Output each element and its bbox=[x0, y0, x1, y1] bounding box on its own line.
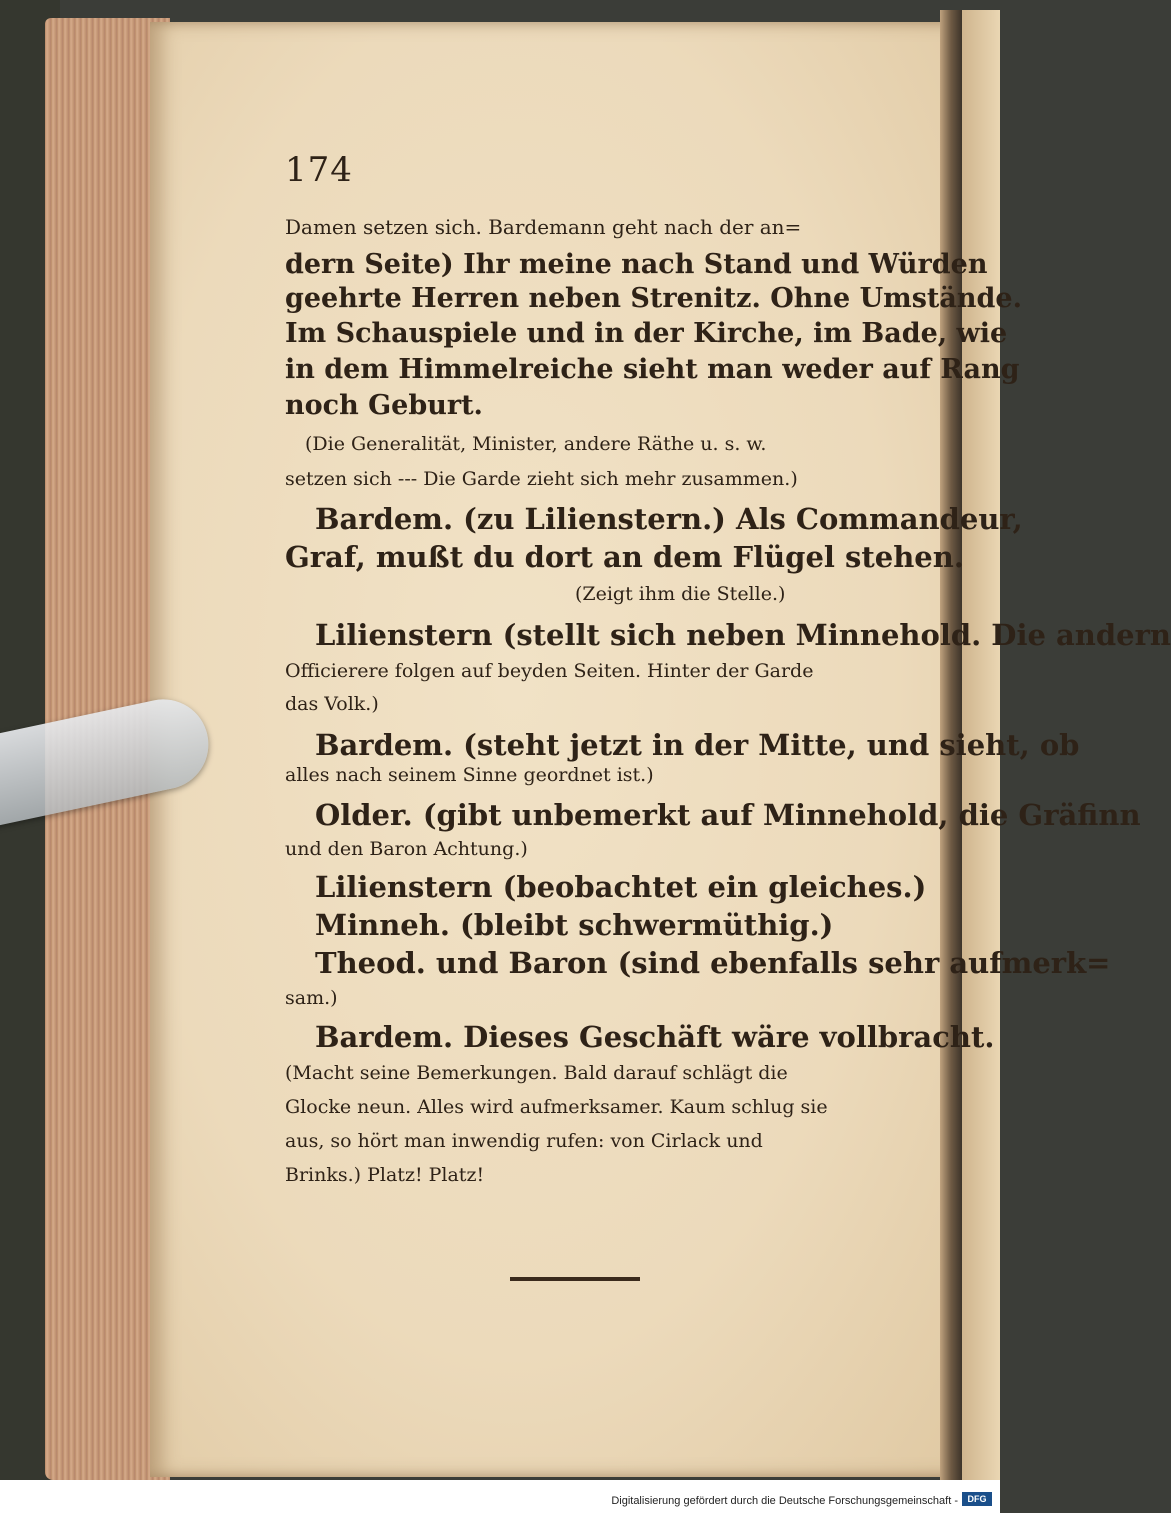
end-rule-divider bbox=[510, 1277, 640, 1281]
stage-direction: und den Baron Achtung.) bbox=[285, 838, 528, 860]
stage-direction: (Die Generalität, Minister, andere Räthe u. s. w. bbox=[305, 433, 767, 455]
stage-direction: alles nach seinem Sinne geordnet ist.) bbox=[285, 764, 654, 786]
speaker-line: Lilienstern (stellt sich neben Minnehold. Die andern bbox=[315, 618, 1171, 652]
dfg-logo: DFG bbox=[962, 1492, 992, 1506]
stage-direction: (Zeigt ihm die Stelle.) bbox=[575, 583, 786, 605]
stage-direction: aus, so hört man inwendig rufen: von Cirlack und bbox=[285, 1130, 763, 1152]
stage-direction: sam.) bbox=[285, 987, 338, 1009]
text-line: Graf, mußt du dort an dem Flügel stehen. bbox=[285, 540, 964, 574]
speaker-line: Lilienstern (beobachtet ein gleiches.) bbox=[315, 870, 927, 904]
stage-direction: Brinks.) Platz! Platz! bbox=[285, 1164, 485, 1186]
speaker-line: Older. (gibt unbemerkt auf Minnehold, die Gräfinn bbox=[315, 798, 1141, 832]
speaker-line: Bardem. (zu Lilienstern.) Als Commandeur, bbox=[315, 502, 1023, 536]
page-number: 174 bbox=[285, 150, 353, 190]
funding-credit: Digitalisierung gefördert durch die Deutsche Forschungsgemeinschaft - bbox=[611, 1495, 958, 1507]
text-line: dern Seite) Ihr meine nach Stand und Würden bbox=[285, 249, 988, 280]
speaker-line: Bardem. Dieses Geschäft wäre vollbracht. bbox=[315, 1020, 995, 1054]
speaker-line: Minneh. (bleibt schwermüthig.) bbox=[315, 908, 834, 942]
text-line: noch Geburt. bbox=[285, 390, 483, 421]
stage-direction: Glocke neun. Alles wird aufmerksamer. Kaum schlug sie bbox=[285, 1096, 828, 1118]
text-line: in dem Himmelreiche sieht man weder auf Rang bbox=[285, 354, 1020, 385]
text-line: Im Schauspiele und in der Kirche, im Bade, wie bbox=[285, 318, 1008, 349]
stage-direction: das Volk.) bbox=[285, 693, 379, 715]
stage-direction: setzen sich --- Die Garde zieht sich mehr zusammen.) bbox=[285, 468, 798, 490]
speaker-line: Bardem. (steht jetzt in der Mitte, und sieht, ob bbox=[315, 728, 1080, 762]
stage-direction: (Macht seine Bemerkungen. Bald darauf schlägt die bbox=[285, 1062, 788, 1084]
speaker-line: Theod. und Baron (sind ebenfalls sehr aufmerk= bbox=[315, 946, 1111, 980]
text-line: Damen setzen sich. Bardemann geht nach der an= bbox=[285, 215, 802, 239]
stage-direction: Officierere folgen auf beyden Seiten. Hinter der Garde bbox=[285, 660, 814, 682]
text-line: geehrte Herren neben Strenitz. Ohne Umstände. bbox=[285, 283, 1022, 314]
